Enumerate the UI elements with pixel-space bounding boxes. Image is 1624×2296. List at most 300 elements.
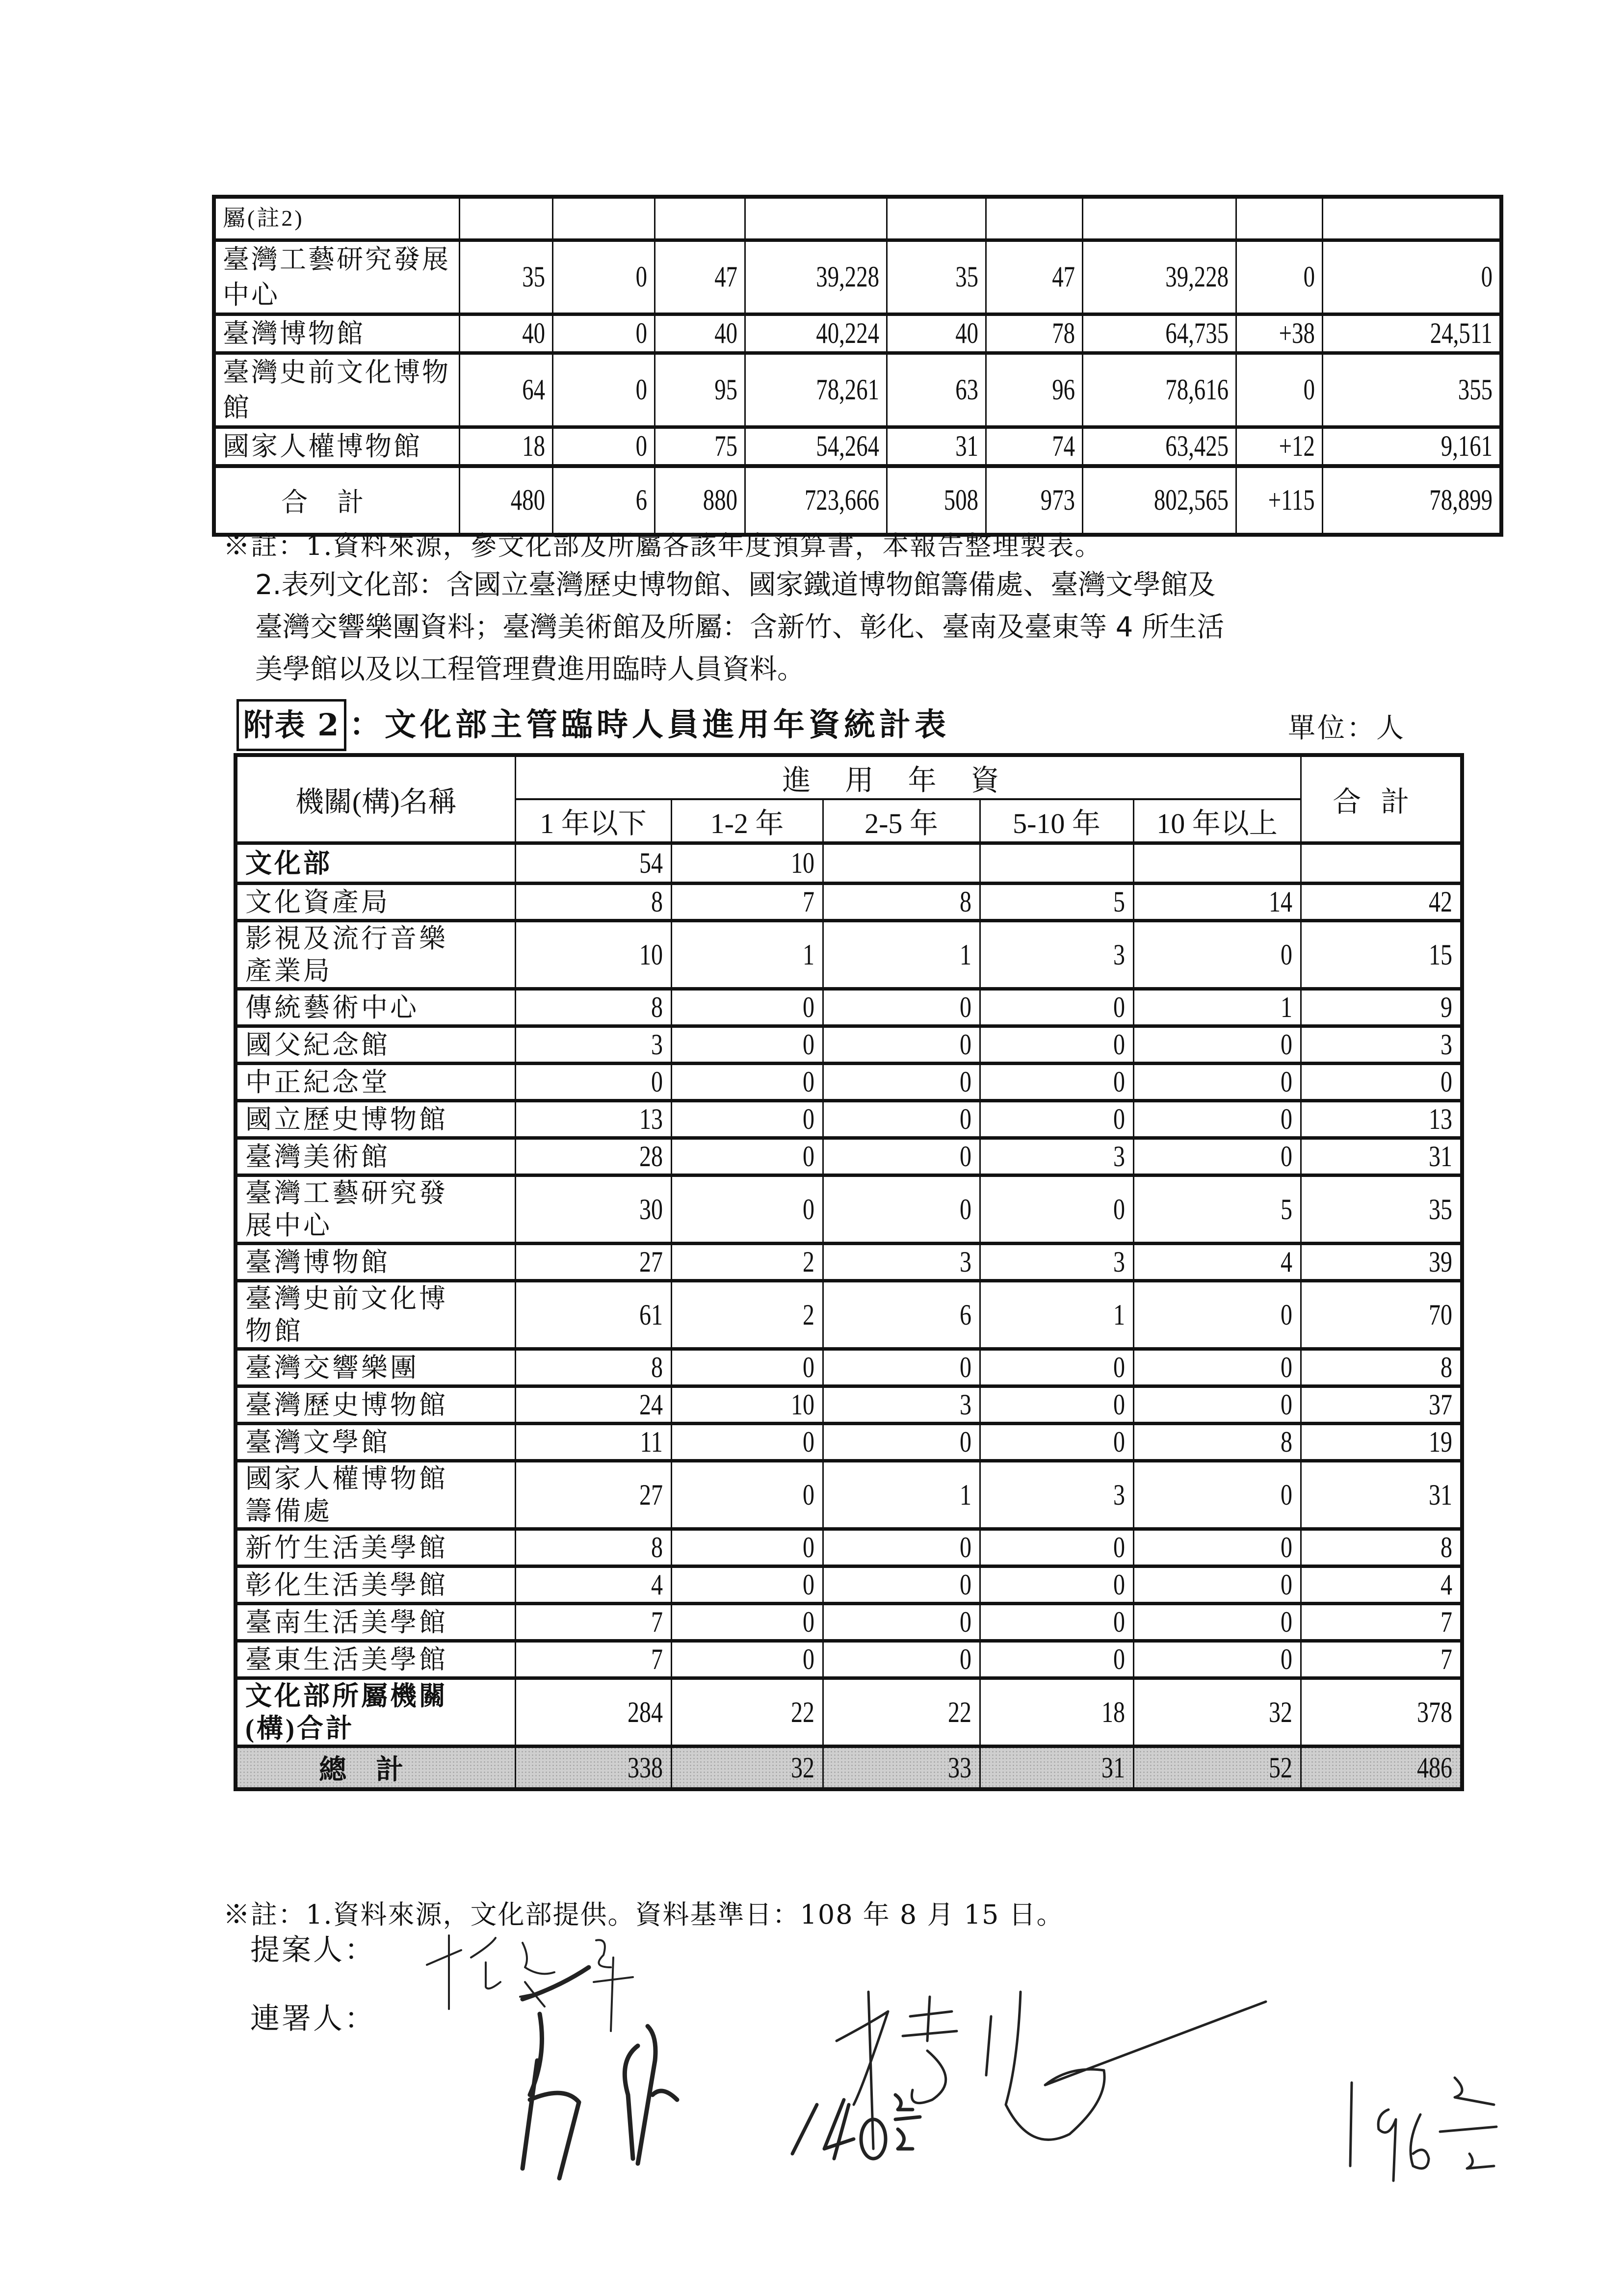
table2-cell-value: 35 [1429, 1193, 1453, 1226]
table2-cell-value: 0 [1113, 1643, 1125, 1675]
table2-cell-value: 2 [802, 1246, 814, 1278]
table2-cell-value: 0 [1280, 1028, 1292, 1061]
table2-cell-value: 0 [959, 1028, 971, 1061]
table2-row-name: 臺灣博物館 [236, 1244, 515, 1281]
table2-cell-value: 378 [1417, 1696, 1453, 1728]
table2-cell [515, 1641, 671, 1678]
table1-cell [745, 353, 887, 427]
table2-row [236, 843, 1462, 884]
table2-cell [671, 1386, 823, 1424]
table2-grand-total-row [236, 1747, 1462, 1790]
table2-cell [823, 1424, 980, 1461]
proposer-signature [427, 1935, 633, 2031]
table2-cell-value: 0 [1280, 1388, 1292, 1421]
table1-total-value: 802,565 [1153, 484, 1229, 516]
table1-cell [655, 314, 745, 353]
table2-cell [671, 884, 823, 921]
table2-row [236, 989, 1462, 1026]
table2-cell [1301, 1026, 1462, 1064]
table2-cell-value: 0 [959, 1426, 971, 1458]
table2-grand-total-cell [1133, 1747, 1301, 1790]
table1-cell [1082, 314, 1236, 353]
table1-cell-value: 78,616 [1165, 373, 1229, 406]
table1-cell-value: 64,735 [1165, 317, 1229, 349]
table2-cell-value: 4 [1280, 1246, 1292, 1278]
table1-total-value: 880 [703, 484, 737, 516]
table2-grand-total-value: 31 [1101, 1751, 1125, 1784]
table2-cell-value: 70 [1429, 1298, 1453, 1331]
table1-cell-value: 40 [522, 317, 545, 349]
table2-cell [1133, 1461, 1301, 1529]
table2-grand-total-label: 總計 [236, 1747, 515, 1790]
table2-cell-value: 1 [1280, 991, 1292, 1023]
table2-cell-value: 54 [639, 847, 663, 879]
table1-cell [1082, 240, 1236, 314]
table2-cell [980, 921, 1133, 989]
table2-cell-value: 8 [1441, 1531, 1453, 1564]
table2-cell-value: 11 [640, 1426, 663, 1458]
table2-grand-total-value: 52 [1268, 1751, 1292, 1784]
table2-cell [823, 1566, 980, 1604]
table1-cell [1236, 240, 1322, 314]
table2-cell [671, 1641, 823, 1678]
table2-cell-value: 0 [802, 1140, 814, 1173]
table2-cell-value: 3 [651, 1028, 663, 1061]
table2-cell [823, 1678, 980, 1747]
table1-cell-value: 47 [1051, 261, 1075, 293]
header-total: 合計 [1301, 755, 1462, 843]
table2-row [236, 1641, 1462, 1678]
table2-cell-value: 30 [639, 1193, 663, 1226]
table1-cell-value: 0 [1303, 261, 1315, 293]
table2-cell-value: 10 [790, 847, 814, 879]
table2-cell [823, 843, 980, 884]
table2-note: ※註：1.資料來源，文化部提供。資料基準日：108 年 8 月 15 日。 [223, 1899, 1064, 1930]
table2-cell-value: 3 [1113, 1140, 1125, 1173]
table2-cell-value: 3 [959, 1388, 971, 1421]
table2-row-name: 臺灣文學館 [236, 1424, 515, 1461]
table2-cell-value: 39 [1429, 1246, 1453, 1278]
table2-cell [671, 1529, 823, 1566]
table1-cell [1322, 427, 1501, 466]
table1-cell [986, 353, 1082, 427]
table2-row-name: 臺灣美術館 [236, 1138, 515, 1175]
table2-cell-value: 0 [1441, 1066, 1453, 1098]
table2-cell [980, 1461, 1133, 1529]
table1-cell-value: 39,228 [1165, 261, 1229, 293]
table2-cell-value: 0 [1113, 1606, 1125, 1638]
table1-total-cell [986, 466, 1082, 535]
table2-cell-value: 0 [959, 1568, 971, 1601]
table2-cell [1133, 1349, 1301, 1386]
table2-cell [980, 1641, 1133, 1678]
table2-cell-value: 0 [802, 1028, 814, 1061]
table1-cell [986, 427, 1082, 466]
table2-row [236, 1244, 1462, 1281]
table1-cell [986, 314, 1082, 353]
table2-cell [515, 1424, 671, 1461]
table1-cell [1322, 353, 1501, 427]
table1-cell-value: 31 [955, 430, 978, 462]
table2-cell [515, 921, 671, 989]
table1-row [214, 197, 1501, 240]
table2-cell [980, 1175, 1133, 1244]
table2-cell-value: 284 [627, 1696, 663, 1728]
table2-cell [1133, 1138, 1301, 1175]
table2-cell [515, 1175, 671, 1244]
table1-cell [887, 240, 986, 314]
table2-cell-value: 22 [790, 1696, 814, 1728]
table2-cell-value: 1 [802, 938, 814, 971]
table2-cell [1301, 1461, 1462, 1529]
table2-cell [823, 1101, 980, 1138]
table2-cell [980, 1566, 1133, 1604]
table2-cell-value: 8 [959, 886, 971, 918]
table2-cell-value: 0 [1280, 1531, 1292, 1564]
table2-cell [823, 1138, 980, 1175]
table2-cell [1301, 1175, 1462, 1244]
table1-cell-value: 18 [522, 430, 545, 462]
table1-total-cell [745, 466, 887, 535]
table2-cell [671, 1424, 823, 1461]
table1-cell-value: 63,425 [1165, 430, 1229, 462]
table2-cell [1301, 1349, 1462, 1386]
table1-cell-value: 95 [714, 373, 737, 406]
table2-cell-value: 0 [1113, 991, 1125, 1023]
table2-cell [823, 1641, 980, 1678]
table2-cell [1301, 1281, 1462, 1349]
table2-cell [823, 1281, 980, 1349]
table2-cell-value: 0 [802, 1531, 814, 1564]
table1-cell-value: 40 [714, 317, 737, 349]
table1-total-label: 合計 [214, 466, 459, 535]
table2-row [236, 1566, 1462, 1604]
table2-cell-value: 1 [959, 1478, 971, 1511]
table1-cell [745, 197, 887, 240]
table1-cell [552, 427, 655, 466]
table2-cell [515, 1064, 671, 1101]
table2-cell-value: 3 [1441, 1028, 1453, 1061]
table2-cell-value: 19 [1429, 1426, 1453, 1458]
header-col-2-5y: 2-5 年 [823, 799, 980, 843]
table2-cell-value: 0 [959, 1066, 971, 1098]
table2-row-name: 影視及流行音樂產業局 [236, 921, 515, 989]
table1-cell-value: 40 [955, 317, 978, 349]
table2-cell-value: 0 [959, 1140, 971, 1173]
table1-note-2-line-2: 臺灣交響樂團資料；臺灣美術館及所屬：含新竹、彰化、臺南及臺東等 4 所生活 [255, 611, 1225, 643]
table2-cell-value: 0 [1280, 1478, 1292, 1511]
table2-cell-value: 28 [639, 1140, 663, 1173]
table1-cell [655, 240, 745, 314]
table2-cell-value: 8 [651, 1351, 663, 1383]
table2-cell-value: 3 [1113, 1478, 1125, 1511]
table2-cell-value: 18 [1101, 1696, 1125, 1728]
table2-row [236, 1678, 1462, 1747]
table2-cell-value: 7 [1441, 1606, 1453, 1638]
seniority-table [234, 753, 1464, 1791]
table2-cell-value: 3 [959, 1246, 971, 1278]
table1-cell-value: 78 [1051, 317, 1075, 349]
table2-row-name: 臺灣工藝研究發展中心 [236, 1175, 515, 1244]
table1-row [214, 353, 1501, 427]
table2-cell-value: 8 [1441, 1351, 1453, 1383]
table2-cell [1301, 1386, 1462, 1424]
table1-cell [887, 427, 986, 466]
table2-cell [1133, 1641, 1301, 1678]
table2-row-name: 傳統藝術中心 [236, 989, 515, 1026]
table2-row [236, 884, 1462, 921]
table2-cell [1133, 1604, 1301, 1641]
table2-cell-value: 0 [959, 1351, 971, 1383]
table2-cell-value: 7 [1441, 1643, 1453, 1675]
table2-cell-value: 0 [1113, 1028, 1125, 1061]
table2-cell-value: 0 [959, 1531, 971, 1564]
table2-cell-value: 1 [959, 938, 971, 971]
table2-row [236, 921, 1462, 989]
table2-cell-value: 3 [1113, 1246, 1125, 1278]
table2-cell [1133, 1424, 1301, 1461]
table2-cell-value: 0 [959, 1606, 971, 1638]
table2-grand-total-cell [671, 1747, 823, 1790]
table2-cell [671, 1281, 823, 1349]
table2-cell-value: 5 [1280, 1193, 1292, 1226]
table1-cell-value: 24,511 [1430, 317, 1493, 349]
cosigner-signatures [523, 1967, 677, 2178]
table2-cell [515, 1349, 671, 1386]
table2-cell [671, 843, 823, 884]
table2-cell-value: 0 [959, 1103, 971, 1135]
table2-cell-value: 2 [802, 1298, 814, 1331]
table2-cell [980, 1678, 1133, 1747]
table1-cell-value: 0 [635, 373, 647, 406]
table2-cell-value: 1 [1113, 1298, 1125, 1331]
table2-cell [515, 1461, 671, 1529]
table2-cell [823, 1386, 980, 1424]
header-col-over-10y: 10 年以上 [1133, 799, 1301, 843]
table2-cell-value: 10 [639, 938, 663, 971]
table1-cell-value: 63 [955, 373, 978, 406]
table2-cell [515, 1101, 671, 1138]
table1-note-2-line-3: 美學館以及以工程管理費進用臨時人員資料。 [255, 653, 805, 685]
table1-cell-value: 0 [635, 317, 647, 349]
table1-cell [1236, 197, 1322, 240]
table1-cell-value: 74 [1051, 430, 1075, 462]
table2-cell [1133, 1386, 1301, 1424]
table2-cell-value: 0 [1280, 1568, 1292, 1601]
table2-cell-value: 31 [1429, 1140, 1453, 1173]
table1-cell-value: 0 [1303, 373, 1315, 406]
table2-cell-value: 0 [802, 991, 814, 1023]
table2-row [236, 1529, 1462, 1566]
table2-cell-value: 9 [1441, 991, 1453, 1023]
table2-row-name: 文化部 [236, 843, 515, 884]
table2-cell [671, 1604, 823, 1641]
table1-row-name: 國家人權博物館 [214, 427, 459, 466]
table2-row-name: 文化資產局 [236, 884, 515, 921]
table1-cell-value: 47 [714, 261, 737, 293]
handwritten-number-196 [1350, 2078, 1496, 2181]
table2-grand-total-value: 338 [627, 1751, 663, 1784]
table2-grand-total-value: 33 [947, 1751, 971, 1784]
table2-cell [1133, 1101, 1301, 1138]
table1-cell-value: 40,224 [815, 317, 879, 349]
table2-cell [515, 989, 671, 1026]
table1-cell-value: 35 [955, 261, 978, 293]
table2-cell [1301, 1138, 1462, 1175]
table1-note-1: ※註：1.資料來源，參文化部及所屬各該年度預算書，本報告整理製表。 [223, 530, 1102, 561]
table2-cell [515, 1026, 671, 1064]
cosigner-signature-2 [837, 1992, 1266, 2149]
table2-cell-value: 0 [802, 1351, 814, 1383]
table2-row-name: 彰化生活美學館 [236, 1566, 515, 1604]
table2-row-name: 臺灣交響樂團 [236, 1349, 515, 1386]
table2-cell-value: 27 [639, 1478, 663, 1511]
table2-row [236, 1026, 1462, 1064]
table2-cell-value: 4 [1441, 1568, 1453, 1601]
table2-cell [1301, 1678, 1462, 1747]
table1-total-cell [459, 466, 552, 535]
table2-cell [980, 843, 1133, 884]
table2-cell-value: 0 [802, 1478, 814, 1511]
table2-cell [823, 1244, 980, 1281]
table2-grand-total-cell [515, 1747, 671, 1790]
table1-row-name: 屬(註2) [214, 197, 459, 240]
table2-cell [671, 1678, 823, 1747]
table2-cell-value: 22 [947, 1696, 971, 1728]
table1-cell [459, 427, 552, 466]
table2-cell-value: 0 [1280, 1066, 1292, 1098]
table2-cell [671, 1566, 823, 1604]
table2-cell [515, 1244, 671, 1281]
table2-grand-total-value: 32 [790, 1751, 814, 1784]
table1-cell [986, 197, 1082, 240]
table1-cell [552, 353, 655, 427]
table2-cell [1301, 1566, 1462, 1604]
table2-cell-value: 0 [959, 991, 971, 1023]
table2-cell [980, 884, 1133, 921]
table2-cell [671, 1101, 823, 1138]
table2-cell-value: 0 [1280, 1103, 1292, 1135]
table1-cell-value: 64 [522, 373, 545, 406]
table2-cell-value: 8 [1280, 1426, 1292, 1458]
table1-cell [459, 240, 552, 314]
table1-cell-value: 39,228 [815, 261, 879, 293]
table2-cell-value: 4 [651, 1568, 663, 1601]
table1-total-cell [887, 466, 986, 535]
table1-cell [887, 353, 986, 427]
table2-cell [1133, 1678, 1301, 1747]
table2-row [236, 1604, 1462, 1641]
table1-row-name: 臺灣史前文化博物館 [214, 353, 459, 427]
table1-total-cell [1236, 466, 1322, 535]
table2-cell [980, 1604, 1133, 1641]
table2-cell-value: 0 [802, 1568, 814, 1601]
table2-row-name: 臺灣史前文化博物館 [236, 1281, 515, 1349]
table1-cell [459, 353, 552, 427]
table2-cell [1133, 1281, 1301, 1349]
table2-cell-value: 0 [1113, 1193, 1125, 1226]
table1-cell [459, 197, 552, 240]
table2-cell [823, 1064, 980, 1101]
table2-cell-value: 0 [651, 1066, 663, 1098]
table1-cell [552, 197, 655, 240]
table1-cell [745, 314, 887, 353]
table1-cell-value: 0 [635, 430, 647, 462]
table1-row [214, 427, 1501, 466]
table2-cell [671, 921, 823, 989]
table2-cell-value: 0 [802, 1193, 814, 1226]
table2-cell [671, 1461, 823, 1529]
table2-cell [671, 1244, 823, 1281]
table1-total-value: +115 [1268, 484, 1315, 516]
table2-cell-value: 0 [959, 1193, 971, 1226]
header-col-5-10y: 5-10 年 [980, 799, 1133, 843]
table2-row-name: 臺灣歷史博物館 [236, 1386, 515, 1424]
table2-cell [980, 1026, 1133, 1064]
table2-cell [1133, 1026, 1301, 1064]
table1-total-cell [552, 466, 655, 535]
table1-cell [655, 427, 745, 466]
table1-cell [1082, 427, 1236, 466]
table2-cell-value: 10 [790, 1388, 814, 1421]
table2-cell [980, 1386, 1133, 1424]
table2-cell-value: 0 [959, 1643, 971, 1675]
table1-total-cell [1322, 466, 1501, 535]
table1-row-name: 臺灣工藝研究發展中心 [214, 240, 459, 314]
table2-cell-value: 32 [1268, 1696, 1292, 1728]
table2-grand-total-cell [823, 1747, 980, 1790]
table2-cell-value: 7 [802, 886, 814, 918]
table2-cell-value: 0 [1113, 1568, 1125, 1601]
table1-cell-value: 54,264 [815, 430, 879, 462]
table2-cell-value: 0 [1280, 1643, 1292, 1675]
table2-row-name: 臺東生活美學館 [236, 1641, 515, 1678]
table2-cell-value: 15 [1429, 938, 1453, 971]
table1-total-row [214, 466, 1501, 535]
table2-cell-value: 0 [1280, 1351, 1292, 1383]
table1-cell [552, 314, 655, 353]
table2-cell [1301, 989, 1462, 1026]
table2-cell-value: 8 [651, 1531, 663, 1564]
table2-cell-value: 5 [1113, 886, 1125, 918]
table2-row-name: 新竹生活美學館 [236, 1529, 515, 1566]
table2-cell [823, 1026, 980, 1064]
table2-cell [515, 1138, 671, 1175]
table2-row [236, 1386, 1462, 1424]
appendix-label: 附表 2 [243, 707, 340, 743]
table2-row-name: 中正紀念堂 [236, 1064, 515, 1101]
table2-row [236, 1461, 1462, 1529]
table2-cell [1133, 1566, 1301, 1604]
table1-cell-value: +12 [1279, 430, 1315, 462]
table2-cell [671, 989, 823, 1026]
table2-cell [1301, 1064, 1462, 1101]
table1-cell [1082, 353, 1236, 427]
table2-cell-value: 0 [1113, 1388, 1125, 1421]
table1-cell [1236, 314, 1322, 353]
table1-total-cell [655, 466, 745, 535]
table1-cell-value: 78,261 [815, 373, 879, 406]
table2-cell-value: 6 [959, 1298, 971, 1331]
table1-row [214, 240, 1501, 314]
header-col-under-1y: 1 年以下 [515, 799, 671, 843]
table2-row [236, 1175, 1462, 1244]
table2-row [236, 1349, 1462, 1386]
budget-table-continued [212, 195, 1503, 537]
table2-cell-value: 13 [1429, 1103, 1453, 1135]
table2-cell-value: 7 [651, 1643, 663, 1675]
table1-cell-value: 35 [522, 261, 545, 293]
